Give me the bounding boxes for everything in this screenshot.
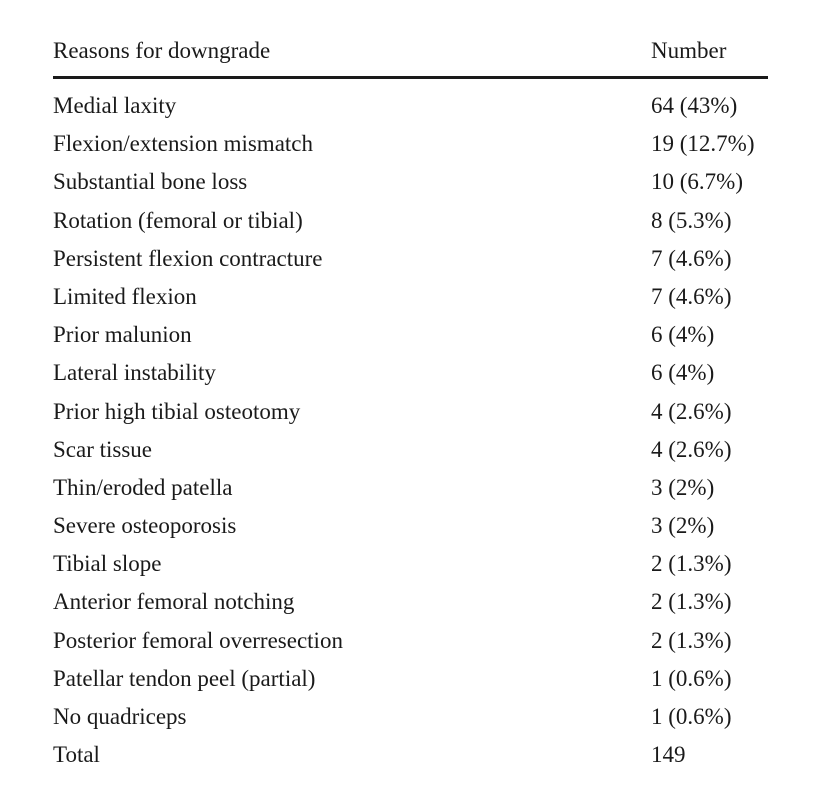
- header-number: Number: [651, 38, 727, 63]
- cell-number: 3 (2%): [651, 474, 715, 500]
- cell-number: 1 (0.6%): [651, 665, 732, 691]
- cell-number: 19 (12.7%): [651, 131, 755, 157]
- cell-reason: Rotation (femoral or tibial): [53, 207, 303, 233]
- cell-number: 10 (6.7%): [651, 169, 743, 195]
- cell-number: 7 (4.6%): [651, 245, 732, 271]
- cell-reason: No quadriceps: [53, 704, 187, 729]
- cell-reason: Prior malunion: [53, 322, 192, 348]
- table-row: [53, 507, 768, 545]
- cell-number: 1 (0.6%): [651, 704, 732, 729]
- cell-number: 149: [651, 742, 686, 768]
- cell-reason: Substantial bone loss: [53, 169, 248, 195]
- cell-number: 3 (2%): [651, 513, 715, 539]
- cell-number: 4 (2.6%): [651, 398, 732, 424]
- table-row: [53, 622, 768, 660]
- cell-reason: Thin/eroded patella: [53, 474, 233, 500]
- table-row: [53, 202, 768, 240]
- cell-number: 6 (4%): [651, 360, 715, 386]
- cell-reason: Persistent flexion contracture: [53, 245, 323, 271]
- table-row: [53, 469, 768, 507]
- cell-reason: Tibial slope: [53, 551, 162, 577]
- cell-reason: Limited flexion: [53, 283, 197, 309]
- downgrade-reasons-table: [53, 30, 768, 774]
- table-row: [53, 545, 768, 583]
- cell-reason: Anterior femoral notching: [53, 589, 295, 615]
- table-row: [53, 393, 768, 431]
- table-row: [53, 354, 768, 392]
- cell-reason: Severe osteoporosis: [53, 513, 237, 539]
- header-rule: [53, 76, 768, 79]
- cell-number: 8 (5.3%): [651, 207, 732, 233]
- table-header-row: [53, 30, 768, 72]
- cell-reason: Posterior femoral overresection: [53, 627, 343, 653]
- table-row: [53, 278, 768, 316]
- table-row: [53, 163, 768, 201]
- cell-number: 6 (4%): [651, 322, 715, 348]
- table-row: [53, 736, 768, 774]
- cell-number: 2 (1.3%): [651, 589, 732, 615]
- table-row: [53, 431, 768, 469]
- table-row: [53, 87, 768, 125]
- table-body: [53, 87, 768, 774]
- cell-reason: Prior high tibial osteotomy: [53, 398, 301, 424]
- cell-number: 64 (43%): [651, 93, 738, 118]
- cell-number: 2 (1.3%): [651, 551, 732, 577]
- cell-number: 7 (4.6%): [651, 283, 732, 309]
- cell-number: 4 (2.6%): [651, 436, 732, 462]
- table-row: [53, 240, 768, 278]
- cell-reason: Scar tissue: [53, 436, 153, 462]
- cell-reason: Medial laxity: [53, 93, 177, 118]
- cell-reason: Flexion/extension mismatch: [53, 131, 313, 157]
- cell-number: 2 (1.3%): [651, 627, 732, 653]
- table-row: [53, 316, 768, 354]
- table-row: [53, 583, 768, 621]
- table-row: [53, 660, 768, 698]
- cell-reason: Total: [53, 742, 100, 768]
- header-reason: Reasons for downgrade: [53, 38, 271, 63]
- cell-reason: Lateral instability: [53, 360, 216, 386]
- table-row: [53, 125, 768, 163]
- cell-reason: Patellar tendon peel (partial): [53, 665, 316, 691]
- table-row: [53, 698, 768, 736]
